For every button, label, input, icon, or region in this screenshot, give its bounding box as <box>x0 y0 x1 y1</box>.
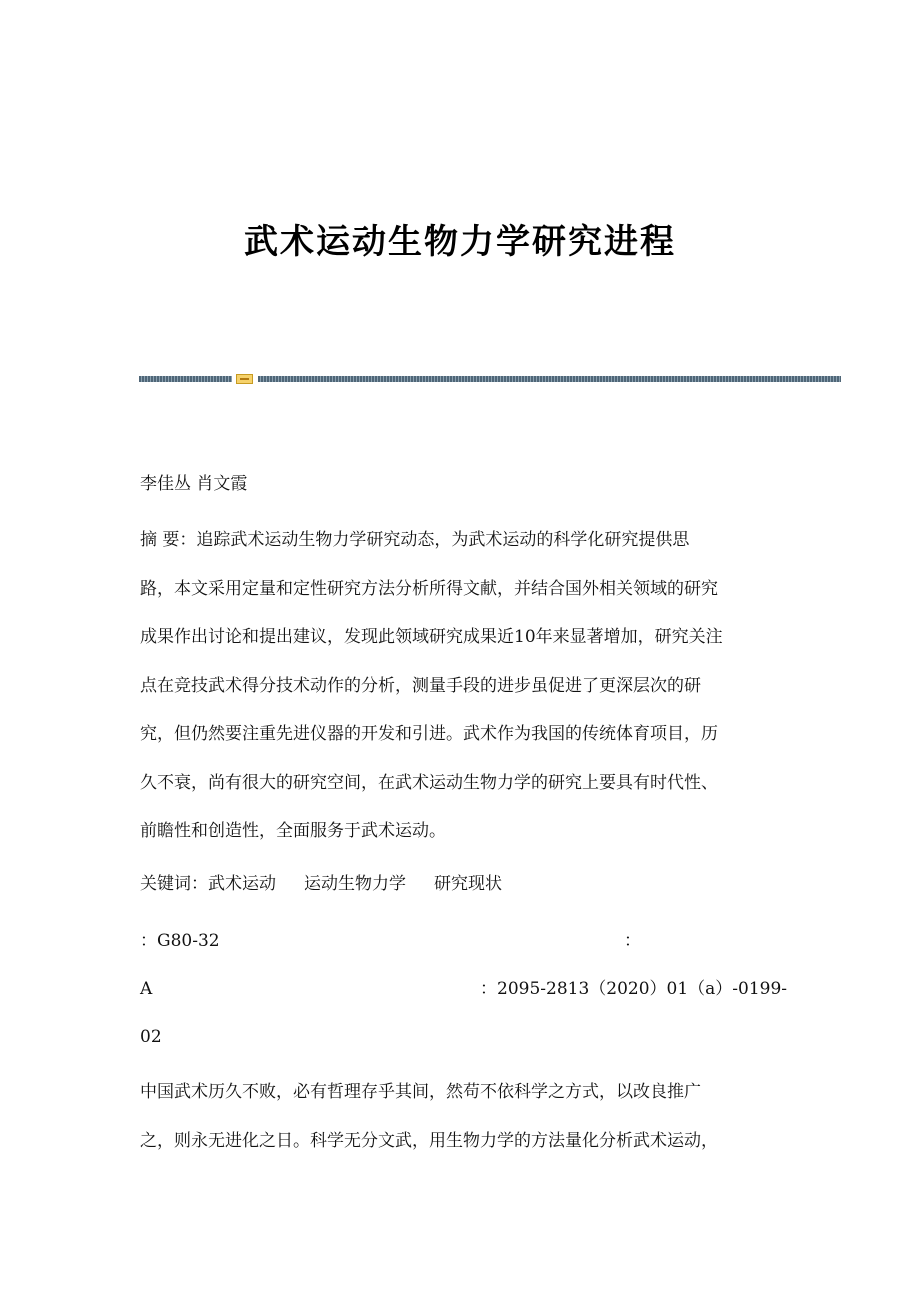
authors: 李佳丛 肖文霞 <box>140 474 248 494</box>
divider-ornament-icon <box>236 374 253 384</box>
paper-title: 武术运动生物力学研究进程 <box>244 222 676 262</box>
keywords-label: 关键词： <box>140 874 208 894</box>
abstract-label: 摘 要： <box>140 530 197 550</box>
keywords <box>140 872 502 896</box>
body-text <box>140 1080 780 1177</box>
doc-code-label: ： <box>624 931 641 951</box>
document-code: A <box>140 979 153 999</box>
article-number-continued: 02 <box>140 1027 162 1047</box>
abstract-line: 点在竞技武术得分技术动作的分析，测量手段的进步虽促进了更深层次的研 <box>140 675 701 696</box>
abstract-line: 路，本文采用定量和定性研究方法分析所得文献，并结合国外相关领域的研究 <box>140 578 718 599</box>
divider-bar-right <box>258 376 841 382</box>
abstract-line: 前瞻性和创造性，全面服务于武术运动。 <box>140 821 446 841</box>
body-line: 中国武术历久不败，必有哲理存乎其间，然苟不依科学之方式，以改良推广 <box>140 1082 701 1102</box>
keyword: 武术运动 <box>208 874 276 894</box>
abstract-line: 成果作出讨论和提出建议，发现此领域研究成果近10年来显著增加，研究关注 <box>140 627 723 647</box>
clc-number: ：G80-32 <box>140 931 220 951</box>
abstract <box>140 528 780 868</box>
keyword: 研究现状 <box>434 874 502 894</box>
title-divider <box>139 374 841 384</box>
body-line: 之，则永无进化之日。科学无分文武，用生物力学的方法量化分析武术运动， <box>140 1130 718 1151</box>
keyword: 运动生物力学 <box>304 874 406 894</box>
abstract-line <box>140 528 780 577</box>
abstract-line: 究，但仍然要注重先进仪器的开发和引进。武术作为我国的传统体育项目，历 <box>140 724 718 744</box>
abstract-text: 追踪武术运动生物力学研究动态，为武术运动的科学化研究提供思 <box>196 530 690 550</box>
article-number: ：2095-2813（2020）01（a）-0199- <box>480 979 788 999</box>
abstract-line: 久不衰，尚有很大的研究空间，在武术运动生物力学的研究上要具有时代性、 <box>140 772 718 793</box>
divider-bar-left <box>139 376 232 382</box>
